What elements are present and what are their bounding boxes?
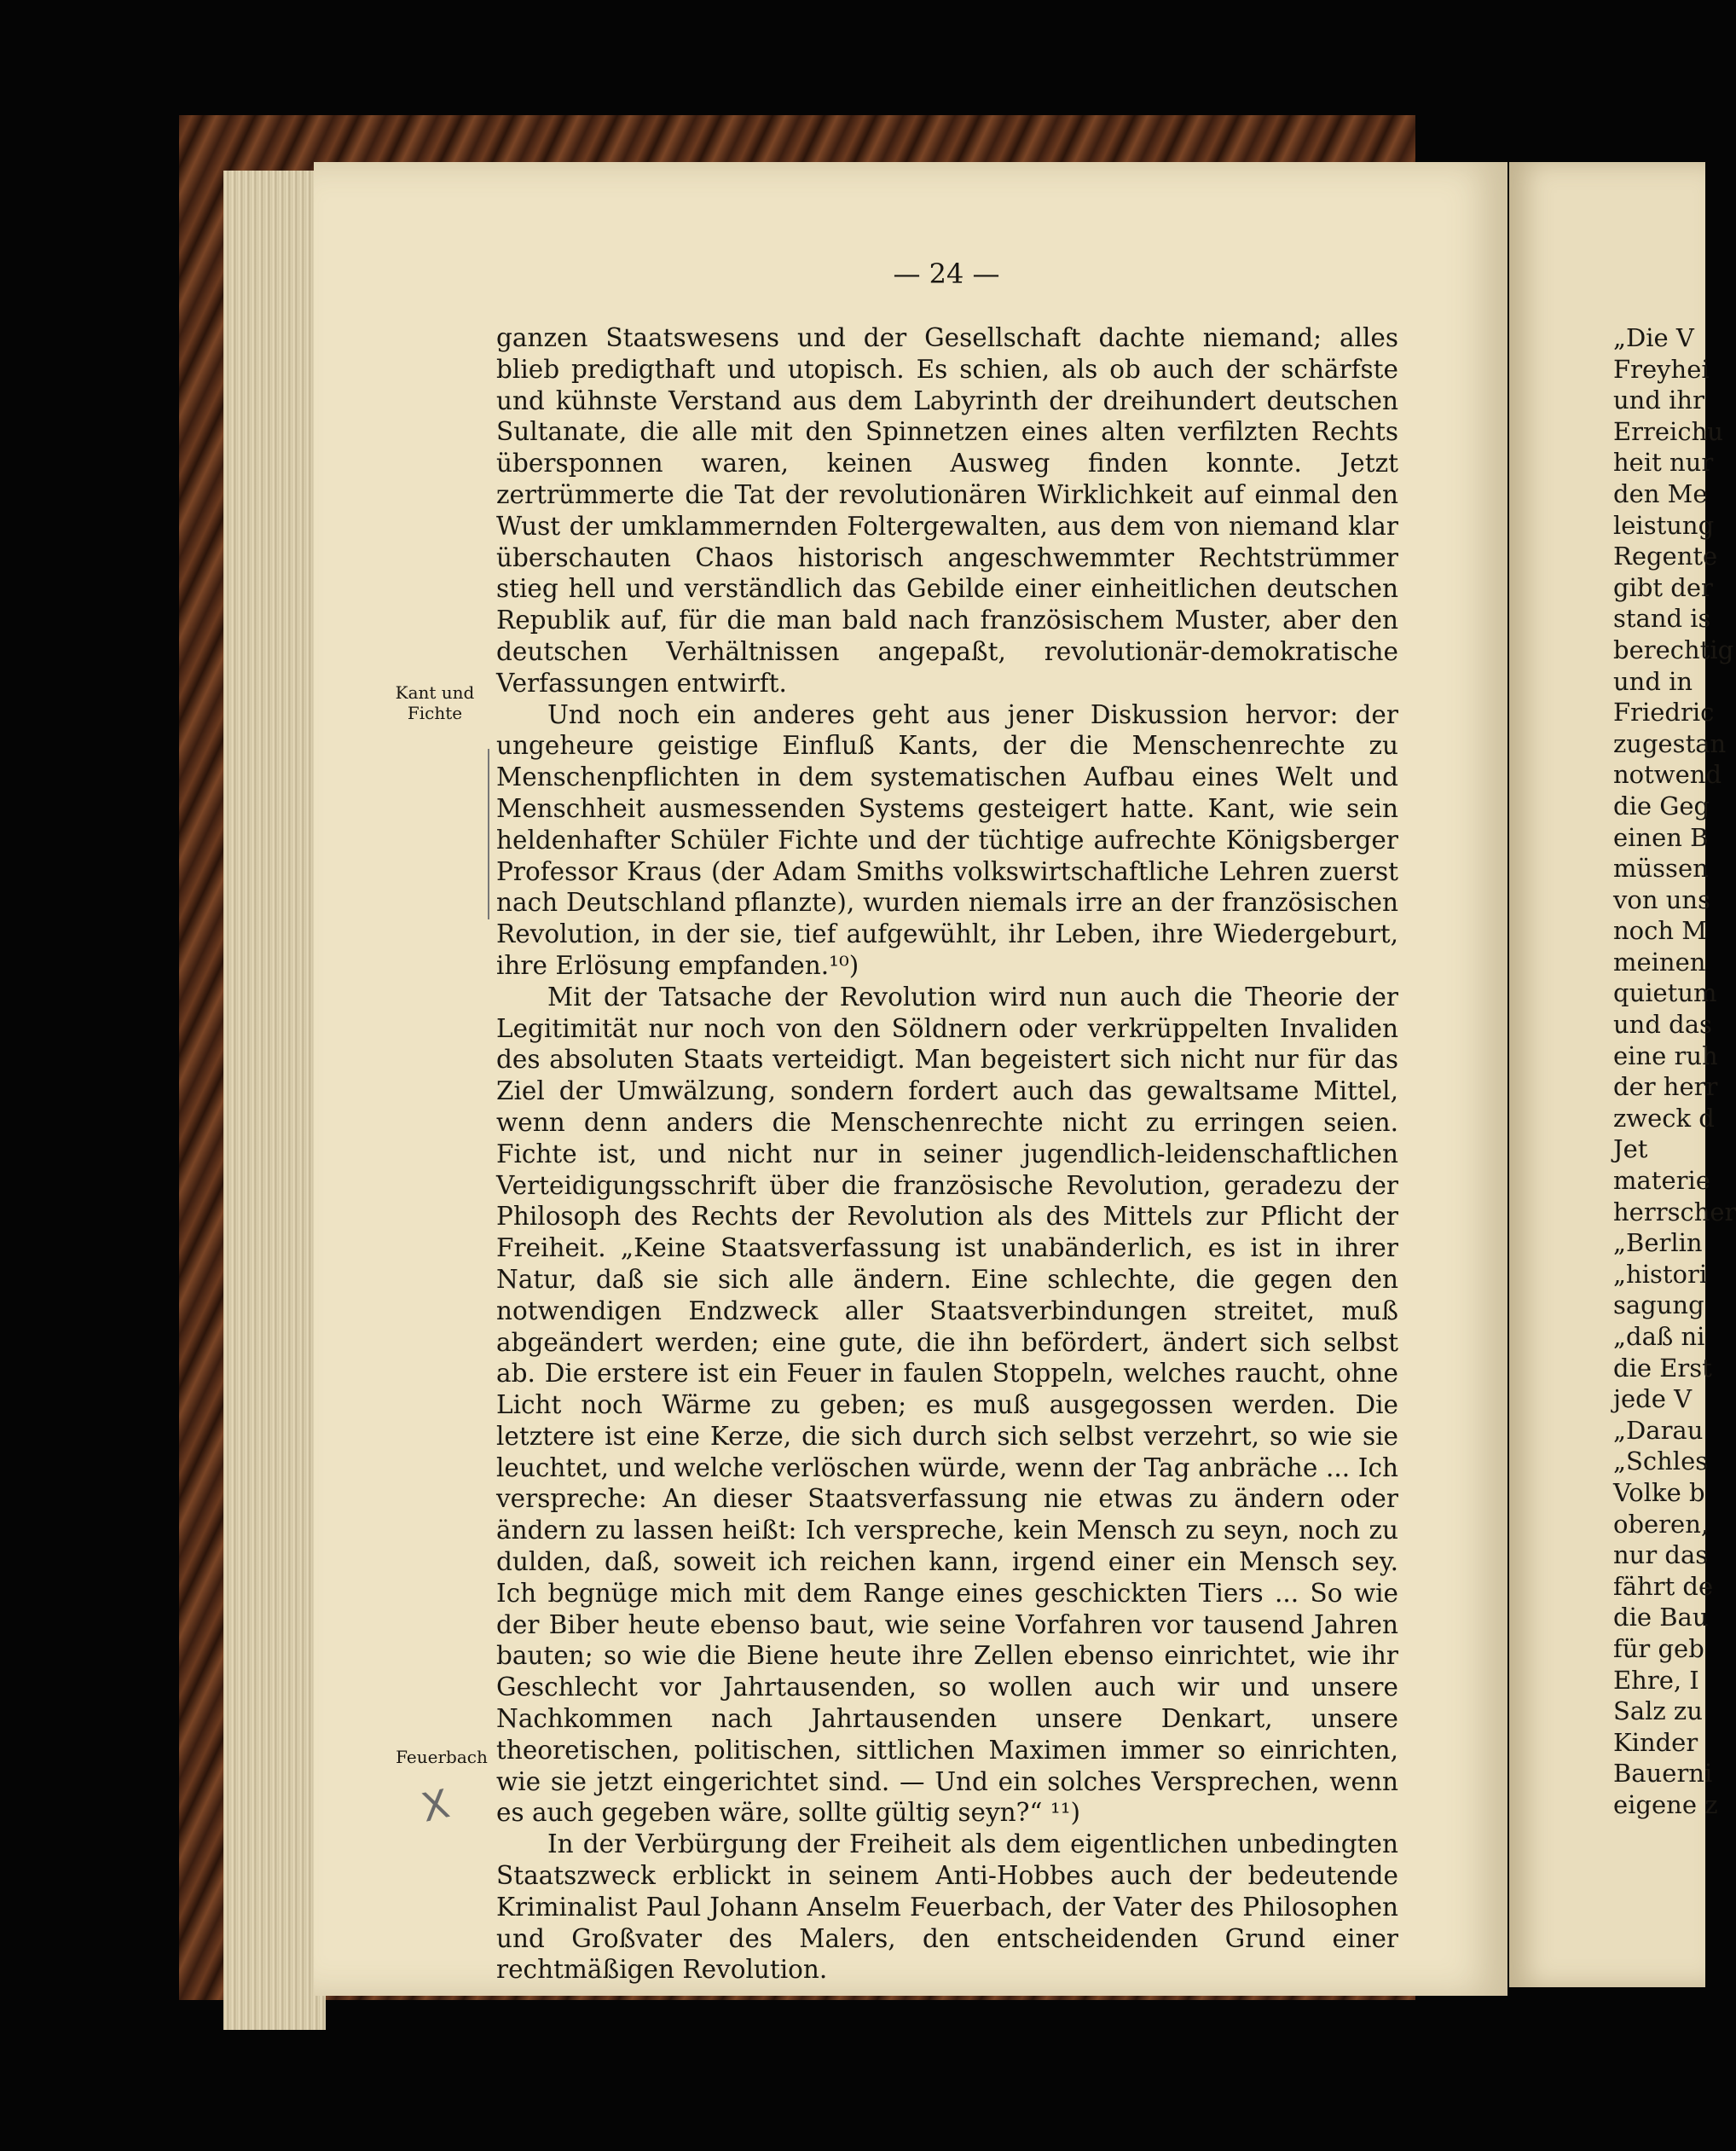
right-page-line: und das (1613, 1010, 1712, 1040)
right-page-line: zweck d (1613, 1103, 1715, 1133)
page-number: — 24 — (893, 258, 1000, 290)
right-page-line: Erreichu (1613, 416, 1723, 446)
right-page-line: „daß ni (1613, 1322, 1705, 1351)
right-page-line: Freyhei (1613, 354, 1710, 384)
paragraph: ganzen Staatswesens und der Gesellschaft dachte niemand; alles blieb predigthaft und utopisch. Es schien, als ob auch der schärfste und kühnste Verstand aus dem Labyrinth der dreihundert deutschen Sultanate, die alle mit den Spinnetzen eines alten verfilzten Rechts übersponnen waren, keinen Ausweg finden konnte. Jetzt zertrümmerte die Tat der revolutionären Wirklichkeit auf einmal den Wust der umklammernden Foltergewalten, aus dem von niemand klar überschauten Chaos historisch angeschwemmter Rechtstrümmer stieg hell und verständlich das Gebilde einer einheitlichen deutschen Republik auf, für die man bald nach französischem Muster, aber den deutschen Verhältnissen angepaßt, revolutionär-demokratische Verfassungen entwirft. (496, 323, 1398, 698)
paragraph: Mit der Tatsache der Revolution wird nun auch die Theorie der Legitimität nur noch von den Söldnern oder verkrüppelten Invaliden des absoluten Staats verteidigt. Man begeistert sich nicht nur für das Ziel der Umwälzung, sondern fordert auch das gewaltsame Mittel, wenn denn anders die Menschenrechte nicht zu erringen seien. Fichte ist, und nicht nur in seiner jugendlich-leidenschaftlichen Verteidigungsschrift über die französische Revolution, geradezu der Philosoph des Rechts der Revolution als des Mittels zur Pflicht der Freiheit. „Keine Staatsverfassung ist unabänderlich, es ist in ihrer Natur, daß sie sich alle ändern. Eine schlechte, die gegen den notwendigen Endzweck aller Staatsverbindungen streitet, muß abgeändert werden; eine gute, die ihn befördert, ändert sich selbst ab. Die erstere ist ein Feuer in faulen Stoppeln, welches raucht, ohne Licht noch Wärme zu geben; es muß ausgegossen werden. Die letztere ist eine Kerze, die sich durch sich selbst verzehrt, so wie sie leuchtet, und welche verlöschen würde, wenn der Tag anbräche ... Ich verspreche: An dieser Staatsverfassung nie etwas zu ändern oder ändern zu lassen heißt: Ich verspreche, kein Mensch zu seyn, noch zu dulden, daß, soweit ich reichen kann, irgend einer ein Mensch sey. Ich begnüge mich mit dem Range eines geschickten Tiers ... So wie der Biber heute ebenso baut, wie seine Vorfahren vor tausend Jahren bauten; so wie die Biene heute ihre Zellen ebenso einrichtet, wie ihr Geschlecht vor Jahrtausenden, so wollen auch wir und unsere Nachkommen nach Jahrtausenden unsere Denkart, unsere theoretischen, politischen, sittlichen Maximen immer so einrichten, wie sie jetzt eingerichtet sind. — Und ein solches Versprechen, wenn es auch gegeben wäre, sollte gültig seyn?“ ¹¹) (496, 982, 1398, 1828)
right-page-line: nur das (1613, 1540, 1709, 1570)
page-edges (223, 171, 326, 2030)
right-page-text (1613, 322, 1736, 1821)
right-page-line: von uns (1613, 884, 1710, 914)
margin-note-kant-fichte: Kant und Fichte (395, 682, 475, 723)
pencil-mark: X (417, 1780, 454, 1831)
right-page-line: heit nur (1613, 448, 1714, 478)
right-page-line: eigene z (1613, 1789, 1718, 1819)
right-page-line: Friedric (1613, 698, 1715, 728)
right-page-line: eine ruh (1613, 1041, 1718, 1070)
right-page-line: „histori (1613, 1259, 1708, 1289)
right-page-line: stand is (1613, 604, 1711, 634)
right-page-line: den Me (1613, 478, 1708, 508)
main-text (496, 322, 1398, 1986)
margin-note-feuerbach: Feuerbach (396, 1747, 488, 1767)
right-page-line: „Schles (1613, 1447, 1709, 1476)
right-page-line: materie (1613, 1166, 1710, 1196)
right-page-line: leistung (1613, 510, 1715, 540)
right-page-line: sagung (1613, 1290, 1704, 1320)
right-page-line: „Darau (1613, 1415, 1704, 1445)
right-page-line: der herr (1613, 1072, 1718, 1102)
right-page-line: Ehre, I (1613, 1665, 1699, 1695)
margin-line (488, 749, 489, 919)
right-page-line: Regente (1613, 542, 1718, 571)
right-page-line: die Geg (1613, 791, 1710, 820)
right-page-line: herrscher (1613, 1197, 1736, 1226)
right-page-line: für geb (1613, 1633, 1704, 1663)
right-page-line: Bauerni (1613, 1759, 1713, 1789)
right-page-line: noch M (1613, 916, 1707, 946)
right-page-line: Kinder (1613, 1727, 1698, 1757)
right-page-line: gibt der (1613, 572, 1713, 602)
right-page-line: quietum (1613, 978, 1717, 1008)
right-page-line: Jet (1613, 1134, 1648, 1164)
right-page-line: Salz zu (1613, 1696, 1703, 1726)
paragraph: Und noch ein anderes geht aus jener Diskussion hervor: der ungeheure geistige Einfluß Kants, der die Menschenrechte zu Menschenpflichten in dem systematischen Aufbau eines Welt und Menschheit ausmessenden Systems gesteigert hatte. Kant, wie sein heldenhafter Schüler Fichte und der tüchtige aufrechte Königsberger Professor Kraus (der Adam Smiths volkswirtschaftliche Lehren zuerst nach Deutschland pflanzte), wurden niemals irre an der französischen Revolution, in der sie, tief aufgewühlt, ihr Leben, ihre Wiedergeburt, ihre Erlösung empfanden.¹⁰) (496, 699, 1398, 980)
right-page-line: Volke b (1613, 1477, 1705, 1507)
right-page-line: jede V (1613, 1384, 1693, 1414)
right-page-line: berechtig (1613, 635, 1734, 664)
right-page-line: die Bau (1613, 1603, 1709, 1632)
right-page-line: und ihr (1613, 386, 1704, 415)
right-page-line: „Berlin (1613, 1228, 1703, 1258)
right-page-line: zugestan (1613, 728, 1727, 758)
right-page-line: die Erst (1613, 1353, 1712, 1383)
paragraph: In der Verbürgung der Freiheit als dem eigentlichen unbedingten Staatszweck erblickt in seinem Anti-Hobbes auch der bedeutende Kriminalist Paul Johann Anselm Feuerbach, der Vater des Philosophen und Großvater des Malers, den entscheidenden Grund einer rechtmäßigen Revolution. (496, 1829, 1398, 1985)
right-page-line: „Die V (1613, 323, 1694, 352)
right-page-line: meinen (1613, 947, 1706, 977)
right-page-line: fährt de (1613, 1571, 1714, 1601)
right-page-line: einen B (1613, 822, 1709, 852)
right-page-line: notwend (1613, 760, 1722, 790)
right-page-line: und in (1613, 666, 1693, 696)
right-page-line: oberen, (1613, 1509, 1710, 1539)
right-page-line: müssen (1613, 854, 1709, 884)
